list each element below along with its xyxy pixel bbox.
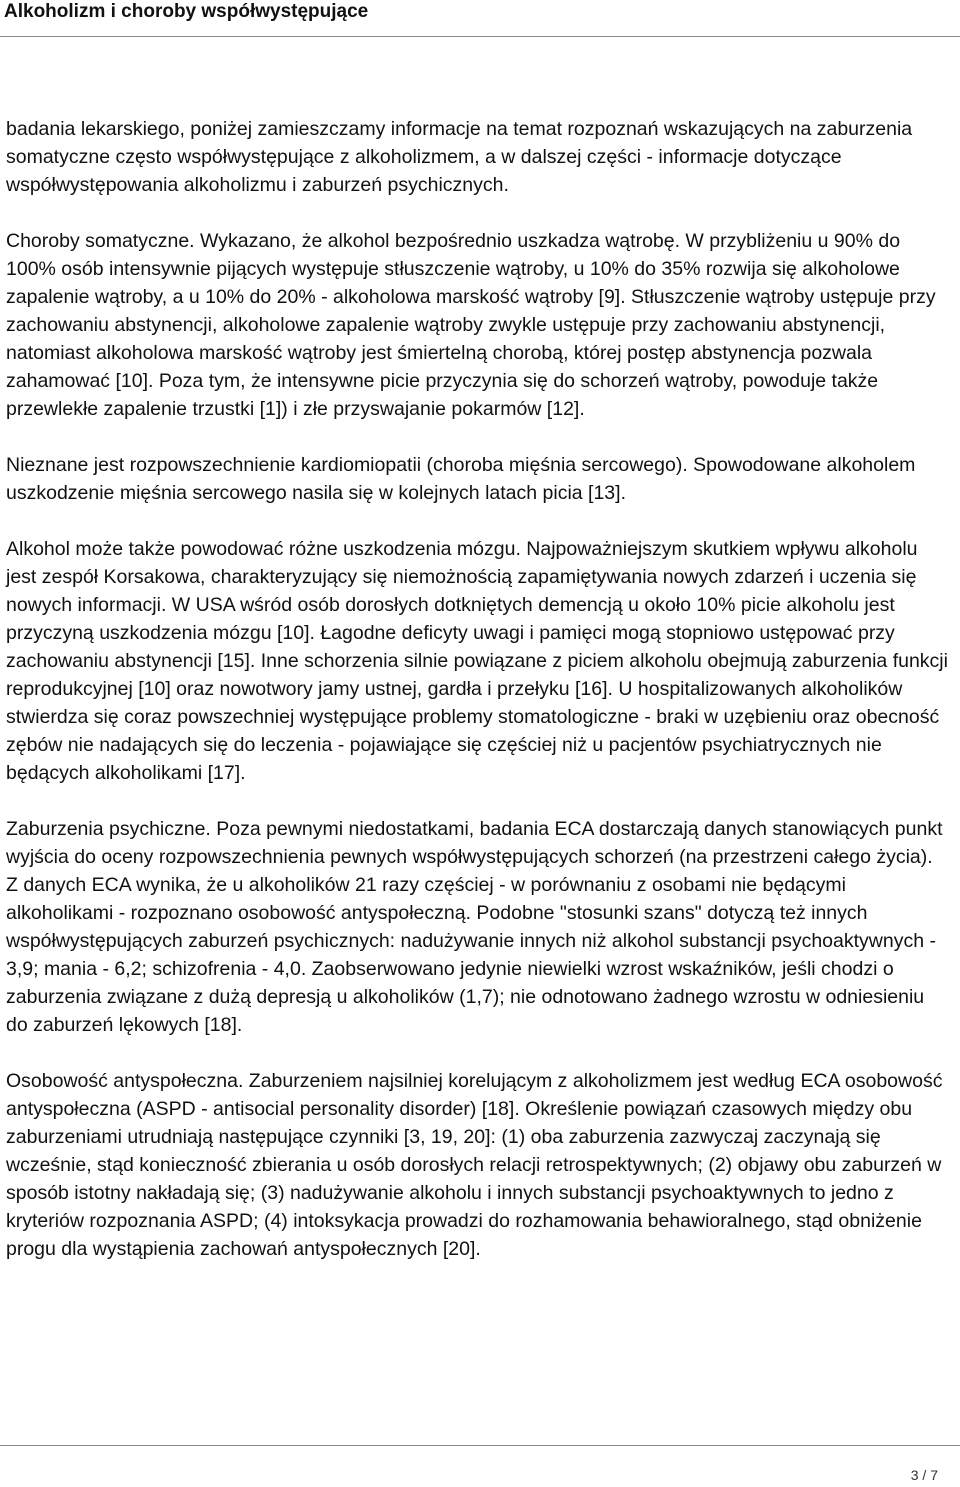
paragraph-antisocial-personality: Osobowość antyspołeczna. Zaburzeniem najsilniej korelującym z alkoholizmem jest według ECA osobowość antyspołeczna (ASPD - antisocial personality disorder) [18]. Określenie powiązań czasowych między obu zaburzeniami utrudniają następujące czynniki [3, 19, 20]: (1) oba zaburzenia zazwyczaj zaczynają się wcześnie, stąd konieczność zbierania u osób dorosłych relacji retrospektywnych; (2) objawy obu zaburzeń w sposób istotny nakładają się; (3) nadużywanie alkoholu i innych substancji psychoaktywnych to jedno z kryteriów rozpoznania ASPD; (4) intoksykacja prowadzi do rozhamowania behawioralnego, stąd obniżenie progu dla wystąpienia zachowań antyspołecznych [20].: [6, 1070, 943, 1260]
document-title: Alkoholizm i choroby współwystępujące: [4, 1, 369, 22]
paragraph-mental-disorders: Zaburzenia psychiczne. Poza pewnymi niedostatkami, badania ECA dostarczają danych stanowiących punkt wyjścia do oceny rozpowszechnienia pewnych współwystępujących schorzeń (na przestrzeni całego życia). Z danych ECA wynika, że u alkoholików 21 razy częściej - w porównaniu z osobami nie będącymi alkoholikami - rozpoznano osobowość antyspołeczną. Podobne "stosunki szans" dotyczą też innych współwystępujących zaburzeń psychicznych: nadużywanie innych niż alkohol substancji psychoaktywnych - 3,9; mania - 6,2; schizofrenia - 4,0. Zaobserwowano jedynie niewielki wzrost wskaźników, jeśli chodzi o zaburzenia związane z dużą depresją u alkoholików (1,7); nie odnotowano żadnego wzrostu w odniesieniu do zaburzeń lękowych [18].: [6, 818, 943, 1036]
paragraph-somatic-diseases: Choroby somatyczne. Wykazano, że alkohol bezpośrednio uszkadza wątrobę. W przybliżeniu u 90% do 100% osób intensywnie pijących występuje stłuszczenie wątroby, u 10% do 35% rozwija się alkoholowe zapalenie wątroby, a u 10% do 20% - alkoholowa marskość wątroby [9]. Stłuszczenie wątroby ustępuje przy zachowaniu abstynencji, alkoholowe zapalenie wątroby zwykle ustępuje przy zachowaniu abstynencji, natomiast alkoholowa marskość wątroby jest śmiertelną chorobą, której postęp abstynencja pozwala zahamować [10]. Poza tym, że intensywne picie przyczynia się do schorzeń wątroby, powoduje także przewlekłe zapalenie trzustki [1]) i złe przyswajanie pokarmów [12].: [6, 230, 936, 420]
footer-divider: [0, 1445, 960, 1446]
article-body: [6, 115, 950, 1291]
page-number: 3 / 7: [910, 1467, 938, 1483]
paragraph-intro: badania lekarskiego, poniżej zamieszczamy informacje na temat rozpoznań wskazujących na zaburzenia somatyczne często współwystępujące z alkoholizmem, a w dalszej części - informacje dotyczące współwystępowania alkoholizmu i zaburzeń psychicznych.: [6, 118, 913, 196]
page-header: [0, 0, 960, 37]
paragraph-brain-damage: Alkohol może także powodować różne uszkodzenia mózgu. Najpoważniejszym skutkiem wpływu alkoholu jest zespół Korsakowa, charakteryzujący się niemożnością zapamiętywania nowych zdarzeń i uczenia się nowych informacji. W USA wśród osób dorosłych dotkniętych demencją u około 10% picie alkoholu jest przyczyną uszkodzenia mózgu [10]. Łagodne deficyty uwagi i pamięci mogą stopniowo ustępować przy zachowaniu abstynencji [15]. Inne schorzenia silnie powiązane z piciem alkoholu obejmują zaburzenia funkcji reprodukcyjnej [10] oraz nowotwory jamy ustnej, gardła i przełyku [16]. U hospitalizowanych alkoholików stwierdza się coraz powszechniej występujące problemy stomatologiczne - braki w uzębieniu oraz obecność zębów nie nadających się do leczenia - pojawiające się częściej niż u pacjentów psychiatrycznych nie będących alkoholikami [17].: [6, 538, 948, 784]
paragraph-cardiomyopathy: Nieznane jest rozpowszechnienie kardiomiopatii (choroba mięśnia sercowego). Spowodowane alkoholem uszkodzenie mięśnia sercowego nasila się w kolejnych latach picia [13].: [6, 454, 916, 504]
